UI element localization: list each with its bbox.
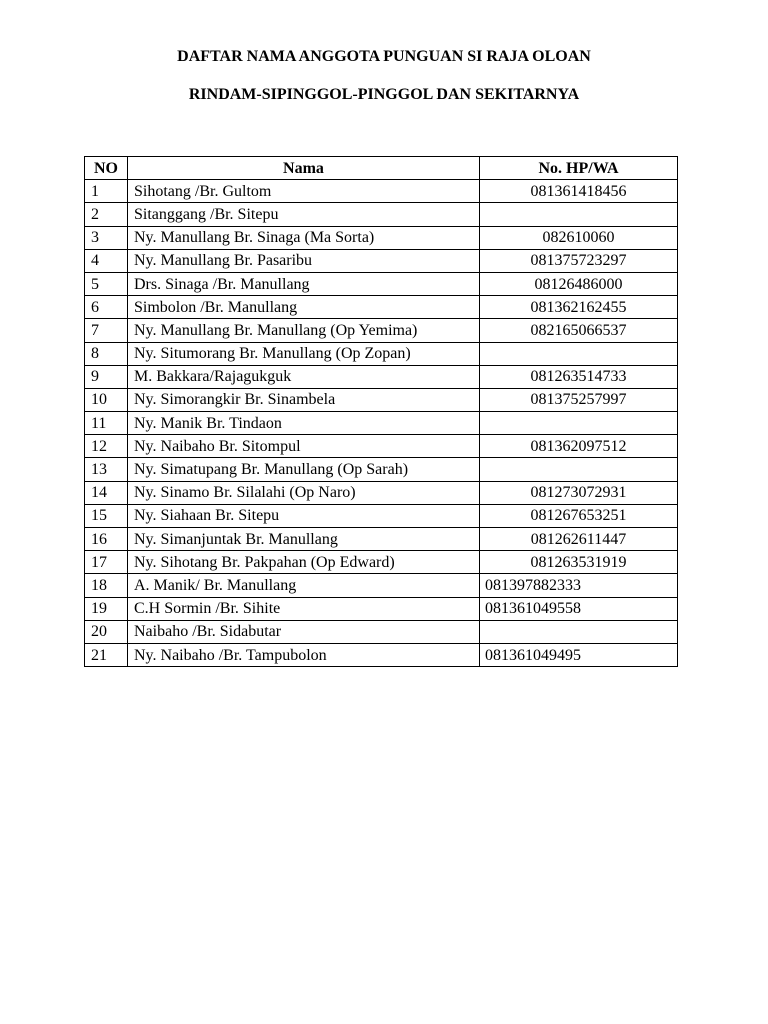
member-phone: 081397882333 [480, 574, 678, 597]
member-phone: 081375257997 [480, 388, 678, 411]
table-row [85, 249, 678, 272]
row-number: 16 [85, 528, 128, 551]
member-name: Sitanggang /Br. Sitepu [128, 203, 480, 226]
member-name: C.H Sormin /Br. Sihite [128, 597, 480, 620]
member-phone: 081263531919 [480, 551, 678, 574]
table-row [85, 226, 678, 249]
table-row [85, 435, 678, 458]
row-number: 9 [85, 365, 128, 388]
row-number: 1 [85, 180, 128, 203]
document-subtitle: RINDAM-SIPINGGOL-PINGGOL DAN SEKITARNYA [188, 86, 580, 103]
member-name: Naibaho /Br. Sidabutar [128, 620, 480, 643]
row-number: 21 [85, 643, 128, 666]
member-phone: 081361049558 [480, 597, 678, 620]
table-row [85, 574, 678, 597]
table-row [85, 643, 678, 666]
table-body [85, 180, 678, 667]
member-name: Ny. Situmorang Br. Manullang (Op Zopan) [128, 342, 480, 365]
row-number: 8 [85, 342, 128, 365]
table-row [85, 597, 678, 620]
member-phone: 081262611447 [480, 528, 678, 551]
member-phone: 081362162455 [480, 296, 678, 319]
table-header-row [85, 157, 678, 180]
row-number: 19 [85, 597, 128, 620]
row-number: 7 [85, 319, 128, 342]
table-row [85, 342, 678, 365]
member-phone: 081273072931 [480, 481, 678, 504]
header-phone: No. HP/WA [480, 157, 678, 180]
member-name: A. Manik/ Br. Manullang [128, 574, 480, 597]
member-name: Ny. Siahaan Br. Sitepu [128, 504, 480, 527]
row-number: 17 [85, 551, 128, 574]
row-number: 13 [85, 458, 128, 481]
table-row [85, 620, 678, 643]
member-table [84, 156, 678, 667]
member-name: Simbolon /Br. Manullang [128, 296, 480, 319]
member-name: Drs. Sinaga /Br. Manullang [128, 272, 480, 295]
member-name: Ny. Sihotang Br. Pakpahan (Op Edward) [128, 551, 480, 574]
row-number: 10 [85, 388, 128, 411]
table-row [85, 365, 678, 388]
table-row [85, 551, 678, 574]
table-row [85, 388, 678, 411]
row-number: 2 [85, 203, 128, 226]
member-name: Ny. Sinamo Br. Silalahi (Op Naro) [128, 481, 480, 504]
row-number: 15 [85, 504, 128, 527]
member-name: Ny. Naibaho Br. Sitompul [128, 435, 480, 458]
member-name: Ny. Naibaho /Br. Tampubolon [128, 643, 480, 666]
table-row [85, 412, 678, 435]
row-number: 5 [85, 272, 128, 295]
table-row [85, 296, 678, 319]
table-row [85, 481, 678, 504]
member-phone: 081263514733 [480, 365, 678, 388]
table-row [85, 180, 678, 203]
table-row [85, 528, 678, 551]
member-phone: 08126486000 [480, 272, 678, 295]
header-no: NO [85, 157, 128, 180]
member-phone: 081375723297 [480, 249, 678, 272]
member-phone [480, 203, 678, 226]
member-name: Ny. Manik Br. Tindaon [128, 412, 480, 435]
table-row [85, 319, 678, 342]
header-nama: Nama [128, 157, 480, 180]
row-number: 11 [85, 412, 128, 435]
row-number: 14 [85, 481, 128, 504]
table-row [85, 458, 678, 481]
member-phone: 082610060 [480, 226, 678, 249]
member-phone [480, 342, 678, 365]
table-row [85, 203, 678, 226]
document-title: DAFTAR NAMA ANGGOTA PUNGUAN SI RAJA OLOAN [177, 48, 591, 65]
member-name: Ny. Simanjuntak Br. Manullang [128, 528, 480, 551]
member-phone [480, 458, 678, 481]
row-number: 20 [85, 620, 128, 643]
member-phone: 081361049495 [480, 643, 678, 666]
member-name: Ny. Manullang Br. Manullang (Op Yemima) [128, 319, 480, 342]
row-number: 12 [85, 435, 128, 458]
member-name: Ny. Simorangkir Br. Sinambela [128, 388, 480, 411]
member-name: Ny. Manullang Br. Sinaga (Ma Sorta) [128, 226, 480, 249]
table-row [85, 272, 678, 295]
member-phone: 081361418456 [480, 180, 678, 203]
row-number: 18 [85, 574, 128, 597]
member-phone: 081267653251 [480, 504, 678, 527]
row-number: 6 [85, 296, 128, 319]
row-number: 3 [85, 226, 128, 249]
member-phone [480, 620, 678, 643]
table-row [85, 504, 678, 527]
member-name: M. Bakkara/Rajagukguk [128, 365, 480, 388]
member-name: Ny. Manullang Br. Pasaribu [128, 249, 480, 272]
member-name: Sihotang /Br. Gultom [128, 180, 480, 203]
row-number: 4 [85, 249, 128, 272]
member-name: Ny. Simatupang Br. Manullang (Op Sarah) [128, 458, 480, 481]
member-phone [480, 412, 678, 435]
member-phone: 082165066537 [480, 319, 678, 342]
member-phone: 081362097512 [480, 435, 678, 458]
